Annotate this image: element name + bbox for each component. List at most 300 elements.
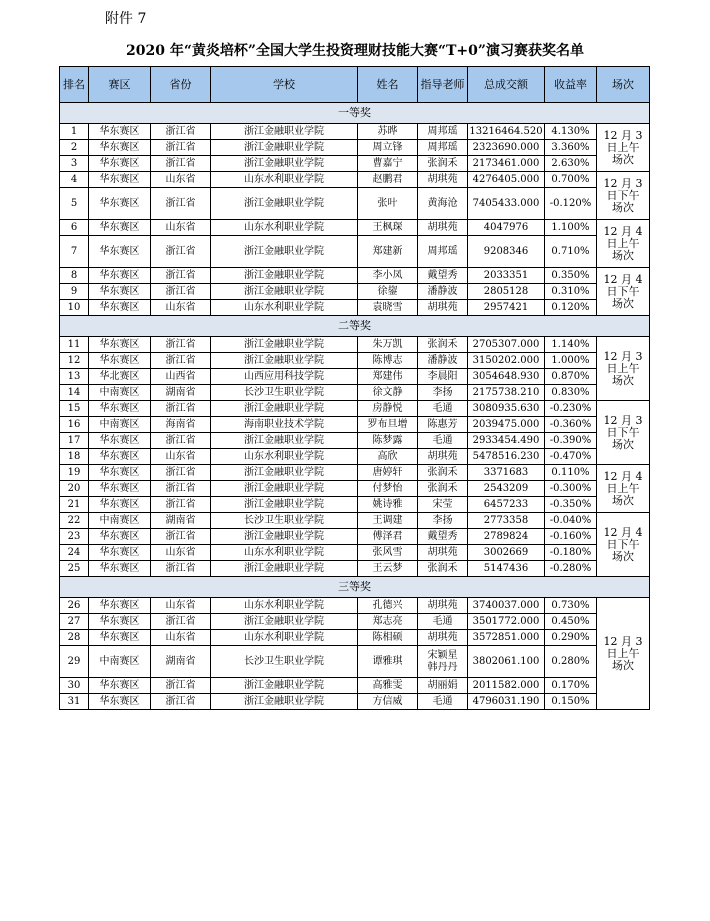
table-row [60, 172, 650, 188]
teacher-name: 胡丽娟 [427, 679, 458, 691]
cell-rank: 6 [60, 220, 89, 236]
cell-province: 湖南省 [151, 385, 211, 401]
cell-region: 华东赛区 [89, 678, 151, 694]
cell-teacher [418, 646, 468, 678]
cell-rank: 10 [60, 300, 89, 316]
cell-yield: -0.350% [545, 497, 597, 513]
cell-yield: 3.360% [545, 140, 597, 156]
cell-name: 谭雅琪 [358, 646, 418, 678]
cell-teacher [418, 156, 468, 172]
cell-region: 华东赛区 [89, 268, 151, 284]
teacher-name: 胡琪苑 [427, 450, 458, 462]
cell-teacher [418, 417, 468, 433]
session-line: 场次 [612, 248, 634, 262]
cell-school: 长沙卫生职业学院 [211, 385, 358, 401]
cell-region: 华东赛区 [89, 140, 151, 156]
session-line: 场次 [612, 373, 634, 387]
teacher-name: 周邦瑶 [427, 245, 458, 257]
cell-region: 华东赛区 [89, 300, 151, 316]
cell-rank: 15 [60, 401, 89, 417]
cell-volume: 3054648.930 [468, 369, 545, 385]
cell-teacher [418, 140, 468, 156]
cell-province: 山东省 [151, 300, 211, 316]
session-line: 日下午 [606, 188, 640, 202]
cell-province: 浙江省 [151, 465, 211, 481]
cell-province: 浙江省 [151, 156, 211, 172]
cell-rank: 3 [60, 156, 89, 172]
cell-school: 长沙卫生职业学院 [211, 513, 358, 529]
teacher-name: 李晨阳 [427, 370, 458, 382]
cell-province: 浙江省 [151, 497, 211, 513]
cell-region: 中南赛区 [89, 513, 151, 529]
cell-yield: 1.100% [545, 220, 597, 236]
cell-teacher [418, 598, 468, 614]
cell-yield: 1.140% [545, 337, 597, 353]
cell-session [597, 513, 650, 577]
session-line: 场次 [612, 549, 634, 563]
cell-province: 浙江省 [151, 284, 211, 300]
teacher-name: 李扬 [432, 386, 453, 398]
cell-rank: 11 [60, 337, 89, 353]
teacher-name: 毛通 [432, 402, 453, 414]
section-row [60, 103, 650, 124]
cell-name: 赵鹏君 [358, 172, 418, 188]
cell-yield: -0.160% [545, 529, 597, 545]
cell-volume: 3802061.100 [468, 646, 545, 678]
table-row [60, 268, 650, 284]
cell-volume: 2011582.000 [468, 678, 545, 694]
cell-yield: 0.830% [545, 385, 597, 401]
cell-province: 山东省 [151, 545, 211, 561]
header-province: 省份 [151, 67, 211, 103]
cell-rank: 13 [60, 369, 89, 385]
cell-name: 王云梦 [358, 561, 418, 577]
cell-province: 浙江省 [151, 481, 211, 497]
cell-teacher [418, 300, 468, 316]
cell-rank: 18 [60, 449, 89, 465]
table-row [60, 433, 650, 449]
cell-yield: -0.390% [545, 433, 597, 449]
cell-region: 华东赛区 [89, 449, 151, 465]
cell-yield: -0.360% [545, 417, 597, 433]
cell-school: 山东水利职业学院 [211, 545, 358, 561]
cell-rank: 7 [60, 236, 89, 268]
teacher-name: 胡琪苑 [427, 599, 458, 611]
cell-school: 浙江金融职业学院 [211, 465, 358, 481]
cell-region: 中南赛区 [89, 646, 151, 678]
cell-volume: 2173461.000 [468, 156, 545, 172]
table-row [60, 124, 650, 140]
table-row [60, 140, 650, 156]
cell-rank: 26 [60, 598, 89, 614]
cell-teacher [418, 630, 468, 646]
table-row [60, 481, 650, 497]
cell-name: 徐文静 [358, 385, 418, 401]
header-rank: 排名 [60, 67, 89, 103]
cell-province: 山西省 [151, 369, 211, 385]
cell-rank: 2 [60, 140, 89, 156]
header-row [60, 67, 650, 103]
cell-province: 浙江省 [151, 124, 211, 140]
cell-volume: 3371683 [468, 465, 545, 481]
cell-school: 山东水利职业学院 [211, 598, 358, 614]
cell-school: 浙江金融职业学院 [211, 140, 358, 156]
cell-name: 郑志亮 [358, 614, 418, 630]
cell-province: 浙江省 [151, 140, 211, 156]
teacher-name: 周邦瑶 [427, 125, 458, 137]
teacher-name: 宋莹 [432, 498, 453, 510]
cell-school: 浙江金融职业学院 [211, 401, 358, 417]
cell-region: 华东赛区 [89, 561, 151, 577]
cell-rank: 24 [60, 545, 89, 561]
teacher-name: 黄海沧 [427, 197, 458, 209]
teacher-name: 胡琪苑 [427, 221, 458, 233]
cell-school: 浙江金融职业学院 [211, 236, 358, 268]
teacher-name: 胡琪苑 [427, 631, 458, 643]
cell-session [597, 598, 650, 710]
teacher-name: 张润禾 [427, 157, 458, 169]
header-yield: 收益率 [545, 67, 597, 103]
cell-volume: 2957421 [468, 300, 545, 316]
cell-teacher [418, 188, 468, 220]
session-line: 场次 [612, 200, 634, 214]
cell-volume: 2175738.210 [468, 385, 545, 401]
table-row [60, 513, 650, 529]
cell-volume: 2543209 [468, 481, 545, 497]
header-session: 场次 [597, 67, 650, 103]
cell-region: 华东赛区 [89, 156, 151, 172]
table-row [60, 529, 650, 545]
cell-teacher [418, 513, 468, 529]
cell-session [597, 172, 650, 220]
cell-region: 华东赛区 [89, 598, 151, 614]
cell-school: 山东水利职业学院 [211, 449, 358, 465]
session-line: 12 月 4 [603, 272, 643, 286]
cell-volume: 3572851.000 [468, 630, 545, 646]
session-line: 12 月 3 [603, 176, 643, 190]
cell-province: 浙江省 [151, 561, 211, 577]
table-row [60, 598, 650, 614]
cell-rank: 25 [60, 561, 89, 577]
cell-yield: 0.310% [545, 284, 597, 300]
cell-province: 浙江省 [151, 353, 211, 369]
cell-province: 浙江省 [151, 268, 211, 284]
cell-name: 房静悦 [358, 401, 418, 417]
cell-session [597, 220, 650, 268]
cell-teacher [418, 497, 468, 513]
cell-session [597, 124, 650, 172]
cell-teacher [418, 481, 468, 497]
cell-yield: -0.280% [545, 561, 597, 577]
cell-teacher [418, 614, 468, 630]
cell-volume: 2705307.000 [468, 337, 545, 353]
cell-school: 浙江金融职业学院 [211, 481, 358, 497]
cell-volume: 2033351 [468, 268, 545, 284]
cell-volume: 2323690.000 [468, 140, 545, 156]
cell-volume: 13216464.520 [468, 124, 545, 140]
cell-province: 浙江省 [151, 236, 211, 268]
session-line: 12 月 3 [603, 413, 643, 427]
cell-teacher [418, 337, 468, 353]
teacher-name: 张润禾 [427, 338, 458, 350]
cell-teacher [418, 220, 468, 236]
table-row [60, 497, 650, 513]
cell-province: 浙江省 [151, 529, 211, 545]
session-line: 12 月 4 [603, 224, 643, 238]
cell-rank: 14 [60, 385, 89, 401]
cell-name: 傅泽君 [358, 529, 418, 545]
cell-region: 华东赛区 [89, 630, 151, 646]
cell-school: 浙江金融职业学院 [211, 284, 358, 300]
cell-teacher [418, 172, 468, 188]
cell-rank: 30 [60, 678, 89, 694]
cell-region: 华东赛区 [89, 172, 151, 188]
table-body [60, 103, 650, 710]
session-line: 12 月 3 [603, 634, 643, 648]
cell-name: 方信威 [358, 694, 418, 710]
cell-name: 苏晔 [358, 124, 418, 140]
cell-volume: 9208346 [468, 236, 545, 268]
cell-name: 张叶 [358, 188, 418, 220]
teacher-name: 潘静波 [427, 354, 458, 366]
cell-province: 浙江省 [151, 433, 211, 449]
cell-province: 浙江省 [151, 188, 211, 220]
cell-rank: 5 [60, 188, 89, 220]
cell-school: 山东水利职业学院 [211, 172, 358, 188]
document-title: 2020 年“黄炎培杯”全国大学生投资理财技能大赛“T+0”演习赛获奖名单 [126, 43, 584, 59]
cell-volume: 5478516.230 [468, 449, 545, 465]
cell-volume: 2933454.490 [468, 433, 545, 449]
header-school: 学校 [211, 67, 358, 103]
cell-rank: 27 [60, 614, 89, 630]
cell-yield: 0.730% [545, 598, 597, 614]
cell-name: 高雅雯 [358, 678, 418, 694]
section-title: 二等奖 [60, 316, 650, 337]
cell-region: 华东赛区 [89, 124, 151, 140]
cell-region: 华东赛区 [89, 236, 151, 268]
cell-region: 中南赛区 [89, 417, 151, 433]
cell-teacher [418, 124, 468, 140]
cell-school: 浙江金融职业学院 [211, 124, 358, 140]
cell-volume: 2805128 [468, 284, 545, 300]
cell-rank: 21 [60, 497, 89, 513]
teacher-name: 毛通 [432, 615, 453, 627]
cell-name: 朱万凯 [358, 337, 418, 353]
table-row [60, 646, 650, 678]
table-row [60, 188, 650, 220]
section-title: 一等奖 [60, 103, 650, 124]
session-line: 12 月 3 [603, 349, 643, 363]
cell-province: 山东省 [151, 172, 211, 188]
cell-rank: 28 [60, 630, 89, 646]
cell-name: 袁晓雪 [358, 300, 418, 316]
table-row [60, 401, 650, 417]
cell-yield: 0.290% [545, 630, 597, 646]
cell-teacher [418, 465, 468, 481]
session-line: 日下午 [606, 425, 640, 439]
table-row [60, 417, 650, 433]
cell-school: 浙江金融职业学院 [211, 337, 358, 353]
cell-region: 华东赛区 [89, 481, 151, 497]
session-line: 日下午 [606, 284, 640, 298]
cell-name: 陈梦露 [358, 433, 418, 449]
cell-teacher [418, 529, 468, 545]
header-teacher: 指导老师 [418, 67, 468, 103]
cell-school: 浙江金融职业学院 [211, 353, 358, 369]
cell-rank: 22 [60, 513, 89, 529]
cell-school: 浙江金融职业学院 [211, 529, 358, 545]
cell-yield: 0.870% [545, 369, 597, 385]
table-row [60, 369, 650, 385]
cell-name: 唐婷轩 [358, 465, 418, 481]
cell-yield: 0.450% [545, 614, 597, 630]
cell-province: 浙江省 [151, 401, 211, 417]
cell-volume: 4796031.190 [468, 694, 545, 710]
teacher-name: 周邦瑶 [427, 141, 458, 153]
cell-teacher [418, 678, 468, 694]
teacher-name: 毛通 [432, 695, 453, 707]
header-volume: 总成交额 [468, 67, 545, 103]
session-line: 场次 [612, 658, 634, 672]
cell-region: 华东赛区 [89, 497, 151, 513]
cell-school: 山东水利职业学院 [211, 630, 358, 646]
cell-province: 海南省 [151, 417, 211, 433]
cell-name: 陈相硕 [358, 630, 418, 646]
cell-rank: 19 [60, 465, 89, 481]
cell-rank: 1 [60, 124, 89, 140]
session-line: 12 月 4 [603, 469, 643, 483]
table-row [60, 220, 650, 236]
cell-volume: 4047976 [468, 220, 545, 236]
cell-province: 湖南省 [151, 646, 211, 678]
session-line: 场次 [612, 152, 634, 166]
teacher-name: 胡琪苑 [427, 301, 458, 313]
cell-school: 浙江金融职业学院 [211, 433, 358, 449]
section-row [60, 316, 650, 337]
teacher-name: 陈惠芳 [427, 418, 458, 430]
cell-name: 郑建伟 [358, 369, 418, 385]
cell-region: 华东赛区 [89, 433, 151, 449]
cell-province: 山东省 [151, 598, 211, 614]
cell-name: 姚诗雅 [358, 497, 418, 513]
cell-volume: 3002669 [468, 545, 545, 561]
cell-province: 山东省 [151, 449, 211, 465]
table-row [60, 678, 650, 694]
cell-name: 张风雪 [358, 545, 418, 561]
cell-yield: -0.180% [545, 545, 597, 561]
cell-volume: 3501772.000 [468, 614, 545, 630]
cell-volume: 2773358 [468, 513, 545, 529]
cell-yield: -0.470% [545, 449, 597, 465]
cell-yield: 0.350% [545, 268, 597, 284]
cell-session [597, 337, 650, 401]
session-line: 12 月 4 [603, 525, 643, 539]
award-table [59, 66, 650, 710]
cell-school: 山东水利职业学院 [211, 220, 358, 236]
session-line: 12 月 3 [603, 128, 643, 142]
cell-name: 周立锋 [358, 140, 418, 156]
cell-school: 浙江金融职业学院 [211, 497, 358, 513]
cell-province: 湖南省 [151, 513, 211, 529]
teacher-name: 戴望秀 [427, 269, 458, 281]
cell-region: 华东赛区 [89, 220, 151, 236]
table-row [60, 156, 650, 172]
cell-volume: 5147436 [468, 561, 545, 577]
cell-yield: 2.630% [545, 156, 597, 172]
cell-rank: 17 [60, 433, 89, 449]
cell-name: 王枫琛 [358, 220, 418, 236]
cell-region: 华东赛区 [89, 545, 151, 561]
cell-school: 浙江金融职业学院 [211, 614, 358, 630]
cell-yield: 0.700% [545, 172, 597, 188]
cell-school: 浙江金融职业学院 [211, 156, 358, 172]
cell-volume: 3080935.630 [468, 401, 545, 417]
table-row [60, 465, 650, 481]
cell-teacher [418, 401, 468, 417]
table-row [60, 561, 650, 577]
cell-school: 长沙卫生职业学院 [211, 646, 358, 678]
cell-teacher [418, 561, 468, 577]
cell-teacher [418, 353, 468, 369]
cell-yield: 0.280% [545, 646, 597, 678]
cell-volume: 6457233 [468, 497, 545, 513]
cell-province: 浙江省 [151, 678, 211, 694]
cell-region: 华东赛区 [89, 529, 151, 545]
cell-teacher [418, 236, 468, 268]
session-line: 场次 [612, 493, 634, 507]
cell-rank: 20 [60, 481, 89, 497]
cell-teacher [418, 694, 468, 710]
cell-province: 浙江省 [151, 614, 211, 630]
cell-session [597, 401, 650, 465]
cell-name: 陈博志 [358, 353, 418, 369]
section-row [60, 577, 650, 598]
cell-yield: 0.170% [545, 678, 597, 694]
teacher-name: 胡琪苑 [427, 546, 458, 558]
cell-region: 华东赛区 [89, 694, 151, 710]
cell-name: 曹嘉宁 [358, 156, 418, 172]
table-row [60, 614, 650, 630]
cell-yield: 1.000% [545, 353, 597, 369]
cell-province: 浙江省 [151, 337, 211, 353]
session-line: 场次 [612, 296, 634, 310]
cell-yield: 0.110% [545, 465, 597, 481]
cell-rank: 12 [60, 353, 89, 369]
cell-rank: 16 [60, 417, 89, 433]
table-row [60, 337, 650, 353]
cell-region: 华东赛区 [89, 284, 151, 300]
teacher-name: 宋颖星 [427, 649, 458, 661]
cell-teacher [418, 284, 468, 300]
cell-region: 华北赛区 [89, 369, 151, 385]
cell-name: 李小凤 [358, 268, 418, 284]
session-line: 日上午 [606, 481, 640, 495]
table-row [60, 236, 650, 268]
cell-school: 浙江金融职业学院 [211, 188, 358, 220]
teacher-name: 韩丹丹 [427, 661, 458, 673]
cell-school: 山东水利职业学院 [211, 300, 358, 316]
cell-province: 山东省 [151, 220, 211, 236]
cell-rank: 4 [60, 172, 89, 188]
cell-volume: 2039475.000 [468, 417, 545, 433]
cell-name: 罗布旦增 [358, 417, 418, 433]
cell-teacher [418, 385, 468, 401]
session-line: 日上午 [606, 140, 640, 154]
table-row [60, 385, 650, 401]
cell-school: 海南职业技术学院 [211, 417, 358, 433]
cell-volume: 2789824 [468, 529, 545, 545]
cell-rank: 31 [60, 694, 89, 710]
